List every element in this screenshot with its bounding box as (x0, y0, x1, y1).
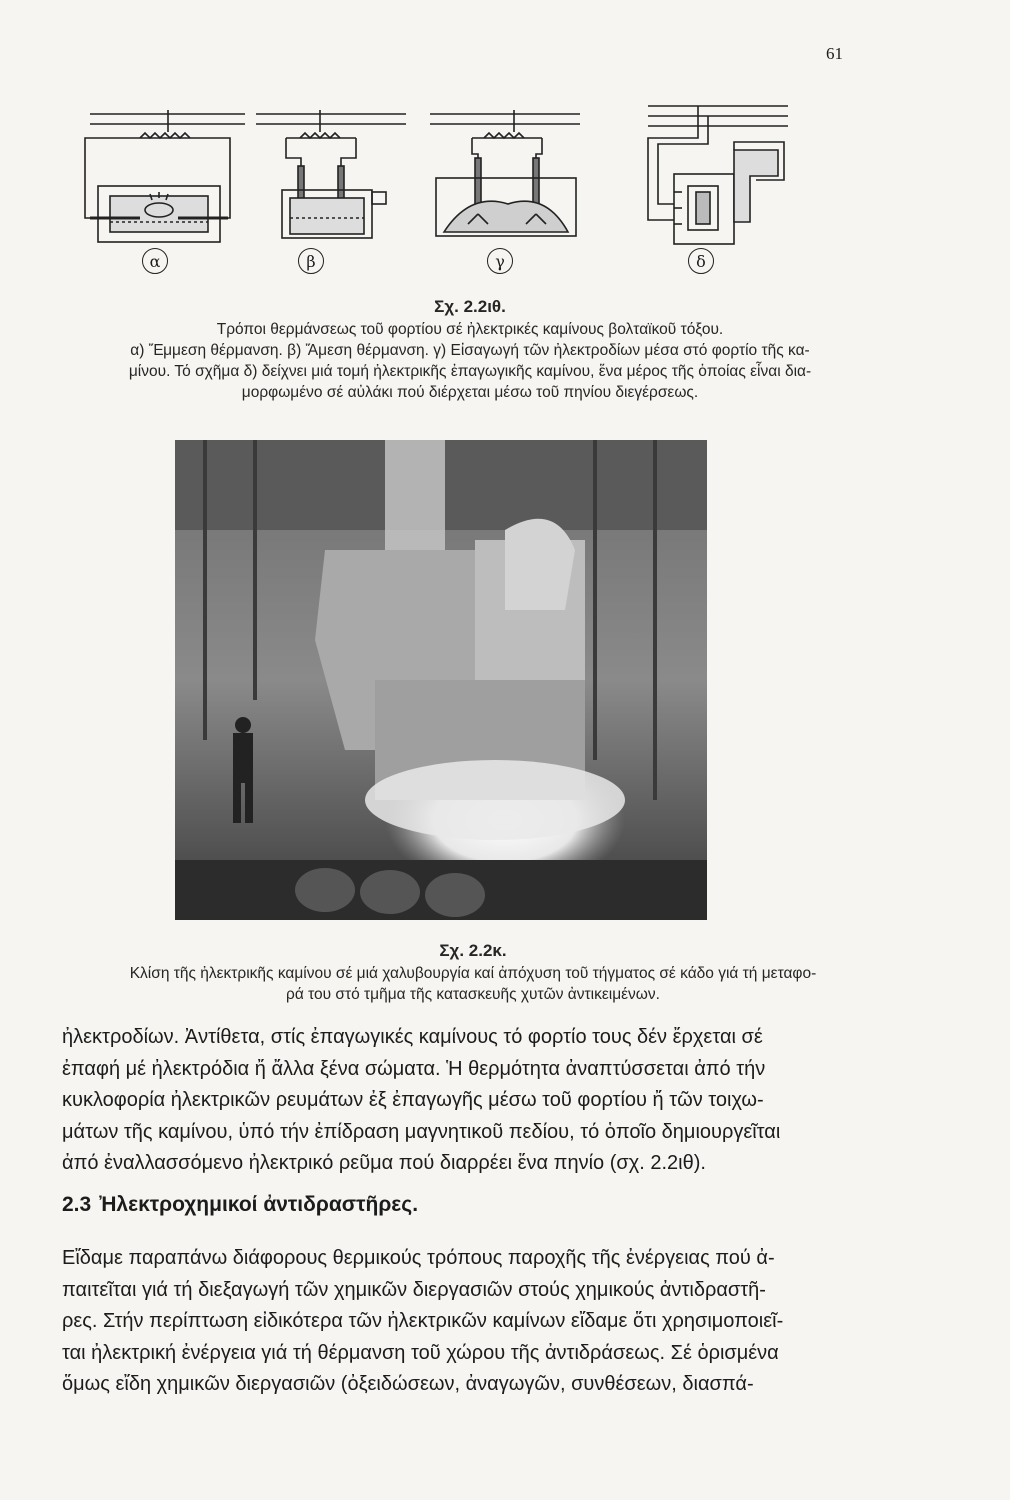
diagram-alpha (85, 110, 245, 242)
label-beta: β (298, 248, 324, 274)
figure2-caption-line: ρά του στό τμῆμα τῆς κατασκευῆς χυτῶν ἀντικειμένων. (286, 986, 660, 1003)
diagram-beta (256, 110, 406, 238)
text-line: ται ἠλεκτρική ἐνέργεια γιά τή θέρμανση τοῦ χώρου τῆς ἀντιδράσεως. Σέ ὁρισμένα (62, 1341, 779, 1364)
paragraph-induction (62, 1022, 870, 1180)
section-number: 2.3 (62, 1193, 92, 1216)
paragraph-electrochemical (62, 1243, 870, 1401)
text-line: κυκλοφορία ἠλεκτρικῶν ρευμάτων ἐξ ἐπαγωγῆς μέσω τοῦ φορτίου ἤ τῶν τοιχω- (62, 1089, 764, 1111)
page-number: 61 (826, 44, 843, 63)
text-line: ἀπό ἐναλλασσόμενο ἠλεκτρικό ρεῦμα πού διαρρέει ἕνα πηνίο (σχ. 2.2ιθ). (62, 1152, 706, 1174)
label-alpha: α (142, 248, 168, 274)
figure1-id: Σχ. 2.2ιθ. (434, 297, 506, 316)
text-line: Εἴδαμε παραπάνω διάφορους θερμικούς τρόπους παροχῆς τῆς ἐνέργειας πού ἀ- (62, 1247, 775, 1269)
text-line: ἠλεκτροδίων. Ἀντίθετα, στίς ἐπαγωγικές καμίνους τό φορτίο τους δέν ἔρχεται σέ (62, 1026, 763, 1048)
label-delta: δ (688, 248, 714, 274)
section-title: Ἠλεκτροχημικοί ἀντιδραστῆρες. (99, 1193, 419, 1216)
section-heading (62, 1193, 418, 1217)
figure1-caption (55, 296, 885, 403)
figure1-caption-line: α) Ἔμμεση θέρμανση. β) Ἄμεση θέρμανση. γ) Εἰσαγωγή τῶν ἠλεκτροδίων μέσα στό φορτίο τῆς κα- (130, 342, 810, 359)
figure2-id: Σχ. 2.2κ. (439, 941, 507, 960)
steelworks-furnace-photo (175, 440, 707, 920)
figure1-caption-line: Τρόποι θερμάνσεως τοῦ φορτίου σέ ἠλεκτρικές καμίνους βολταϊκοῦ τόξου. (216, 321, 724, 338)
figure1-caption-line: μορφωμένο σέ αὐλάκι πού διέρχεται μέσω τοῦ πηνίου διεγέρσεως. (241, 384, 699, 401)
figure2-caption (48, 940, 898, 1005)
label-gamma: γ (487, 248, 513, 274)
text-line: παιτεῖται γιά τή διεξαγωγή τῶν χημικῶν διεργασιῶν στούς χημικούς ἀντιδραστῆ- (62, 1278, 766, 1301)
figure1-caption-line: μίνου. Τό σχῆμα δ) δείχνει μιά τομή ἠλεκτρικῆς ἐπαγωγικῆς καμίνου, ἕνα μέρος τῆς ὁποίας εἶναι δια- (128, 363, 812, 380)
figure2-caption-line: Κλίση τῆς ἠλεκτρικῆς καμίνου σέ μιά χαλυβουργία καί ἀπόχυση τοῦ τήγματος σέ κάδο γιά τή μεταφο- (129, 965, 817, 982)
text-line: ὅμως εἴδη χημικῶν διεργασιῶν (ὀξειδώσεων, ἀναγωγῶν, συνθέσεων, διασπά- (62, 1373, 754, 1395)
text-line: μάτων τῆς καμίνου, ὑπό τήν ἐπίδραση μαγνητικοῦ πεδίου, τό ὁποῖο δημιουργεῖται (62, 1120, 781, 1143)
diagram-gamma (430, 110, 580, 236)
text-line: ἐπαφή μέ ἠλεκτρόδια ἤ ἄλλα ξένα σώματα. Ἡ θερμότητα ἀναπτύσσεται ἀπό τήν (62, 1057, 766, 1080)
text-line: ρες. Στήν περίπτωση εἰδικότερα τῶν ἠλεκτρικῶν καμίνων εἴδαμε ὅτι χρησιμοποιεῖ- (62, 1310, 784, 1332)
diagram-delta (648, 106, 788, 244)
